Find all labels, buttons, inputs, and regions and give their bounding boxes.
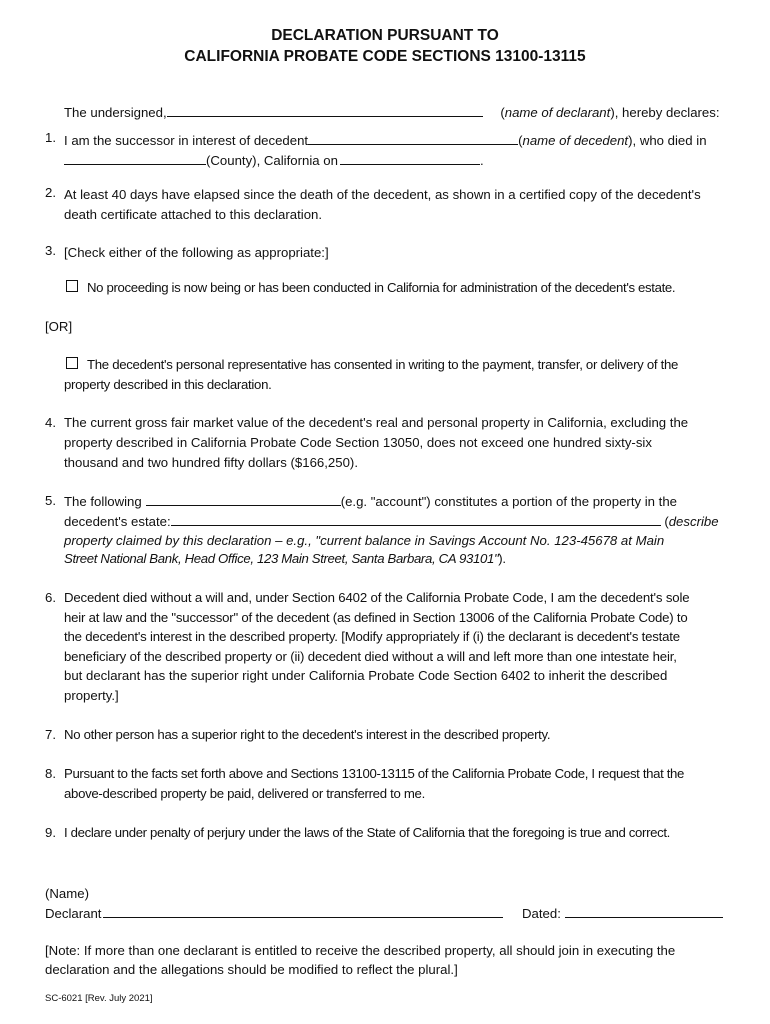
item-4-line-1: The current gross fair market value of the decedent's real and personal property in California, excluding the xyxy=(64,415,689,430)
death-date-field[interactable] xyxy=(340,152,480,165)
representative-consent-checkbox[interactable] xyxy=(66,357,78,369)
or-label: [OR] xyxy=(45,319,73,334)
item-1-line-1: I am the successor in interest of decedent (name of decedent), who died in xyxy=(64,133,707,148)
item-6-line-4: beneficiary of the described property or (ii) decedent died without a will and left more than one intestate heir, xyxy=(64,649,677,664)
declarant-signature-line xyxy=(45,905,503,921)
declarant-label: Declarant xyxy=(45,906,102,921)
item-9-number: 9. xyxy=(45,825,56,840)
decedent-hint: name of decedent xyxy=(522,133,629,148)
item-5-line-4: Street National Bank, Head Office, 123 Main Street, Santa Barbara, CA 93101"). xyxy=(64,551,506,566)
item-3-number: 3. xyxy=(45,243,56,258)
item-3-text: [Check either of the following as appropriate:] xyxy=(64,245,329,260)
item-2-line-2: death certificate attached to this declaration. xyxy=(64,207,323,222)
note-line-2: declaration and the allegations should be modified to reflect the plural.] xyxy=(45,962,458,977)
item-4-number: 4. xyxy=(45,415,56,430)
item-5-line-3: property claimed by this declaration – e.g., "current balance in Savings Account No. 123-45678 at Main xyxy=(64,533,665,548)
item-5-number: 5. xyxy=(45,493,56,508)
county-field[interactable] xyxy=(64,152,206,165)
form-id: SC-6021 [Rev. July 2021] xyxy=(45,993,153,1004)
name-label: (Name) xyxy=(45,886,89,901)
item-4-line-2: property described in California Probate Code Section 13050, does not exceed one hundred sixty-six xyxy=(64,435,652,450)
item-7-text: No other person has a superior right to the decedent's interest in the described property. xyxy=(64,727,551,742)
option-2-line-1: The decedent's personal representative has consented in writing to the payment, transfer, or delivery of the xyxy=(87,357,679,372)
property-description-field[interactable] xyxy=(171,513,661,526)
item-6-line-1: Decedent died without a will and, under Section 6402 of the California Probate Code, I am the decedent's sole xyxy=(64,590,690,605)
declarant-signature-field[interactable] xyxy=(103,905,503,918)
item-8-line-2: above-described property be paid, delivered or transferred to me. xyxy=(64,786,425,801)
title-line-2: CALIFORNIA PROBATE CODE SECTIONS 13100-13115 xyxy=(184,48,586,65)
item-4-line-3: thousand and two hundred fifty dollars ($166,250). xyxy=(64,455,358,470)
dated-line xyxy=(522,905,723,921)
intro-line: The undersigned, (name of declarant), hereby declares: xyxy=(64,105,720,120)
title-line-1: DECLARATION PURSUANT TO xyxy=(271,27,499,44)
option-2-line-2: property described in this declaration. xyxy=(64,377,272,392)
item-7-number: 7. xyxy=(45,727,56,742)
item-2-number: 2. xyxy=(45,185,56,200)
dated-label: Dated: xyxy=(522,906,561,921)
item-6-line-5: but declarant has the superior right under California Probate Code Section 6402 to inherit the described xyxy=(64,668,668,683)
item-1-line-2: (County), California on . xyxy=(64,152,484,168)
property-type-field[interactable] xyxy=(146,493,341,506)
dated-field[interactable] xyxy=(565,905,723,918)
item-6-number: 6. xyxy=(45,590,56,605)
item-1-number: 1. xyxy=(45,130,56,145)
item-5-line-2: decedent's estate: (describe xyxy=(64,514,719,529)
item-6-line-6: property.] xyxy=(64,688,119,703)
no-proceeding-checkbox[interactable] xyxy=(66,280,78,292)
item-6-line-2: heir at law and the "successor" of the decedent (as defined in Section 13006 of the California Probate Code) to xyxy=(64,610,688,625)
item-6-line-3: the decedent's interest in the described property. [Modify appropriately if (i) the declarant is decedent's testate xyxy=(64,629,680,644)
item-8-number: 8. xyxy=(45,766,56,781)
decedent-name-field[interactable] xyxy=(308,132,518,145)
option-1-text: No proceeding is now being or has been conducted in California for administration of the decedent's estate. xyxy=(87,280,676,295)
note-line-1: [Note: If more than one declarant is entitled to receive the described property, all should join in executing the xyxy=(45,943,676,958)
item-2-line-1: At least 40 days have elapsed since the death of the decedent, as shown in a certified copy of the decedent's xyxy=(64,187,701,202)
item-5-line-1: The following (e.g. "account") constitutes a portion of the property in the xyxy=(64,494,678,509)
declarant-hint: name of declarant xyxy=(504,105,611,120)
declarant-name-field[interactable] xyxy=(167,104,483,117)
item-9-text: I declare under penalty of perjury under the laws of the State of California that the foregoing is true and correct. xyxy=(64,825,670,840)
intro-text: The undersigned, xyxy=(64,105,167,120)
item-8-line-1: Pursuant to the facts set forth above and Sections 13100-13115 of the California Probate Code, I request that the xyxy=(64,766,685,781)
